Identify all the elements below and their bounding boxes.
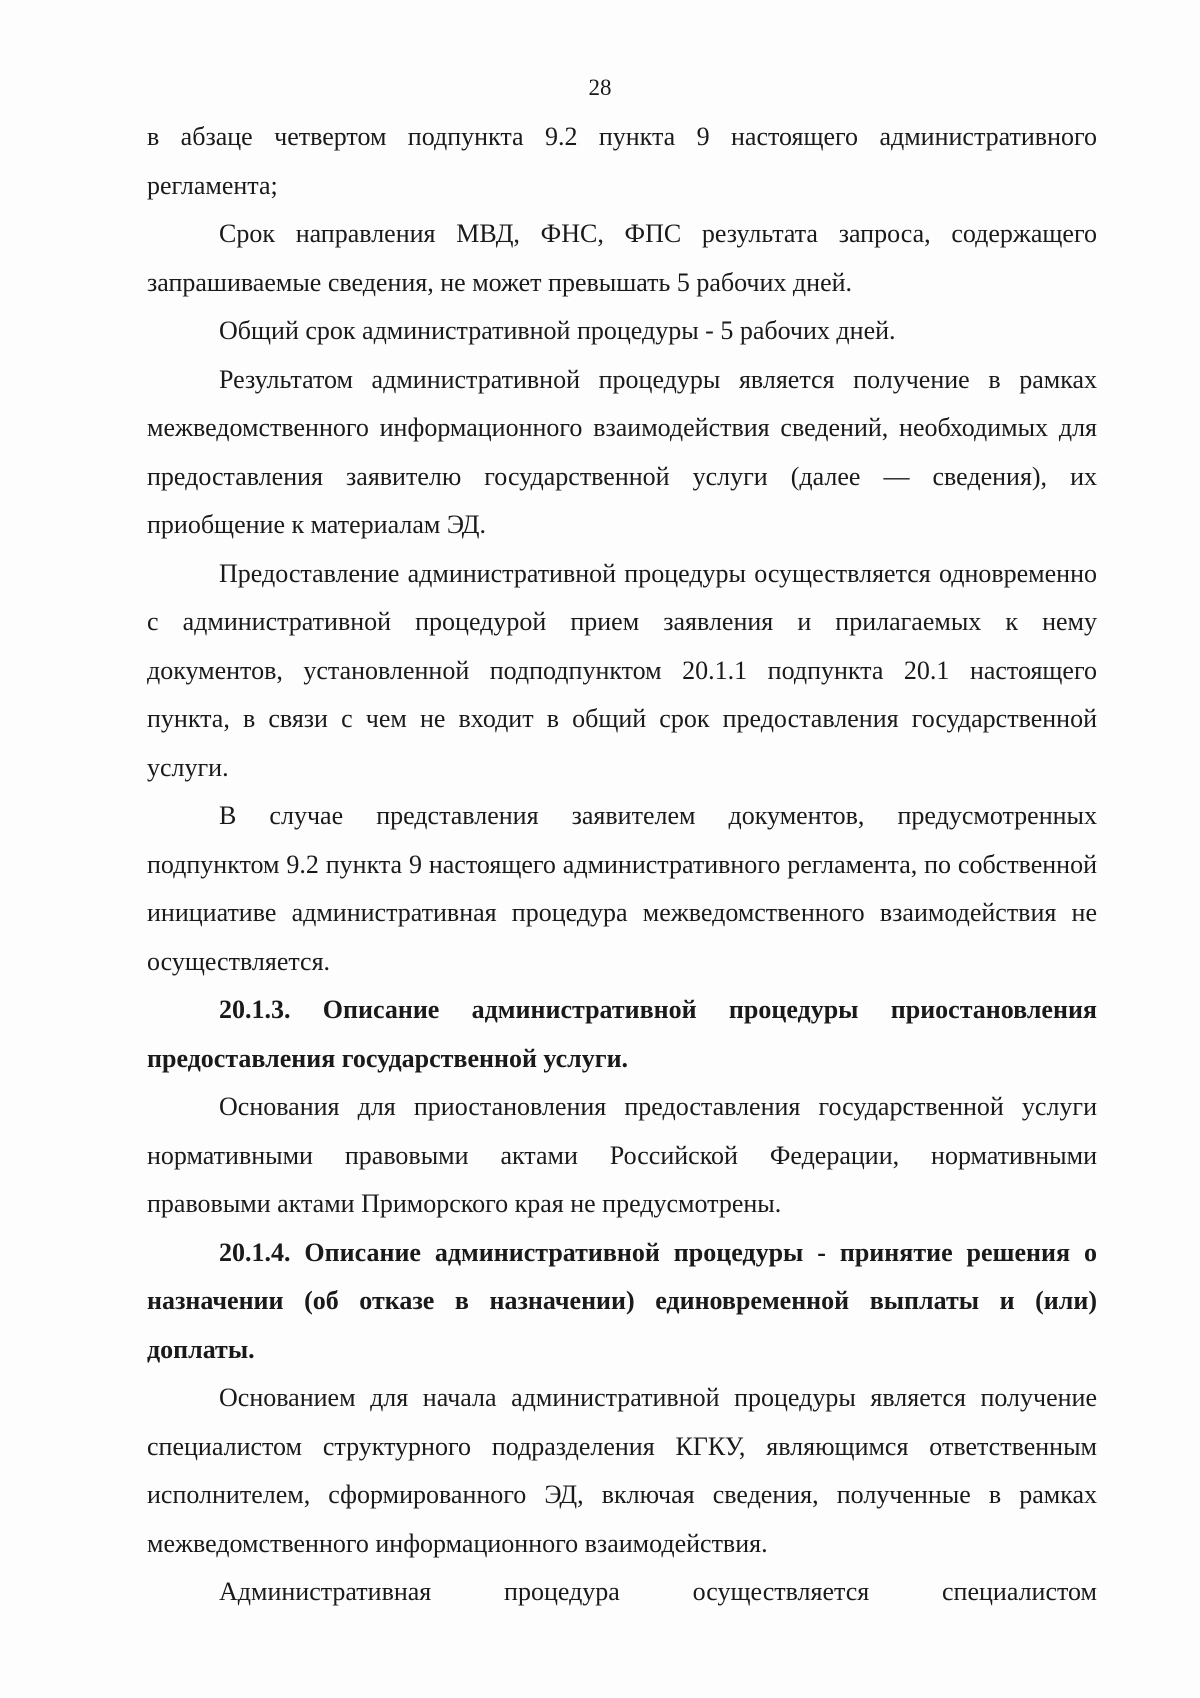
page-number: 28 — [588, 75, 612, 100]
paragraph-continuation: в абзаце четвертом подпункта 9.2 пункта 9 настоящего административного регламента; — [147, 122, 1097, 200]
section-heading-20-1-4: 20.1.4. Описание административной процедуры - принятие решения о назначении (об отказе в назначении) единовременной выплаты и (или) доплаты. — [147, 1237, 1097, 1364]
paragraph-suspension-grounds: Основания для приостановления предоставления государственной услуги нормативными правовыми актами Российской Федерации, нормативными правовыми актами Приморского края не предусмотрены. — [147, 1092, 1097, 1218]
document-body — [147, 113, 1097, 1617]
paragraph-simultaneous: Предоставление административной процедуры осуществляется одновременно с административной процедурой прием заявления и прилагаемых к нему документов, установленной подподпунктом 20.1.1 подпункта 20.1 настоящего пункта, в связи с чем не входит в общий срок предоставления государственной услуги. — [147, 558, 1097, 782]
paragraph-procedure-executor: Административная процедура осуществляется специалистом — [219, 1577, 1097, 1606]
paragraph-own-initiative: В случае представления заявителем документов, предусмотренных подпунктом 9.2 пункта 9 настоящего административного регламента, по собственной инициативе административная процедура межведомственного взаимодействия не осуществляется. — [147, 801, 1097, 976]
paragraph-request-deadline: Срок направления МВД, ФНС, ФПС результата запроса, содержащего запрашиваемые сведения, не может превышать 5 рабочих дней. — [147, 219, 1097, 297]
section-heading-20-1-3: 20.1.3. Описание административной процедуры приостановления предоставления государственной услуги. — [147, 995, 1097, 1073]
paragraph-total-term: Общий срок административной процедуры - 5 рабочих дней. — [219, 316, 896, 345]
paragraph-result: Результатом административной процедуры является получение в рамках межведомственного информационного взаимодействия сведений, необходимых для предоставления заявителю государственной услуги (далее — сведения), их приобщение к материалам ЭД. — [147, 364, 1097, 539]
paragraph-procedure-basis: Основанием для начала административной процедуры является получение специалистом структурного подразделения КГКУ, являющимся ответственным исполнителем, сформированного ЭД, включая сведения, полученные в рамках межведомственного информационного взаимодействия. — [147, 1383, 1097, 1558]
